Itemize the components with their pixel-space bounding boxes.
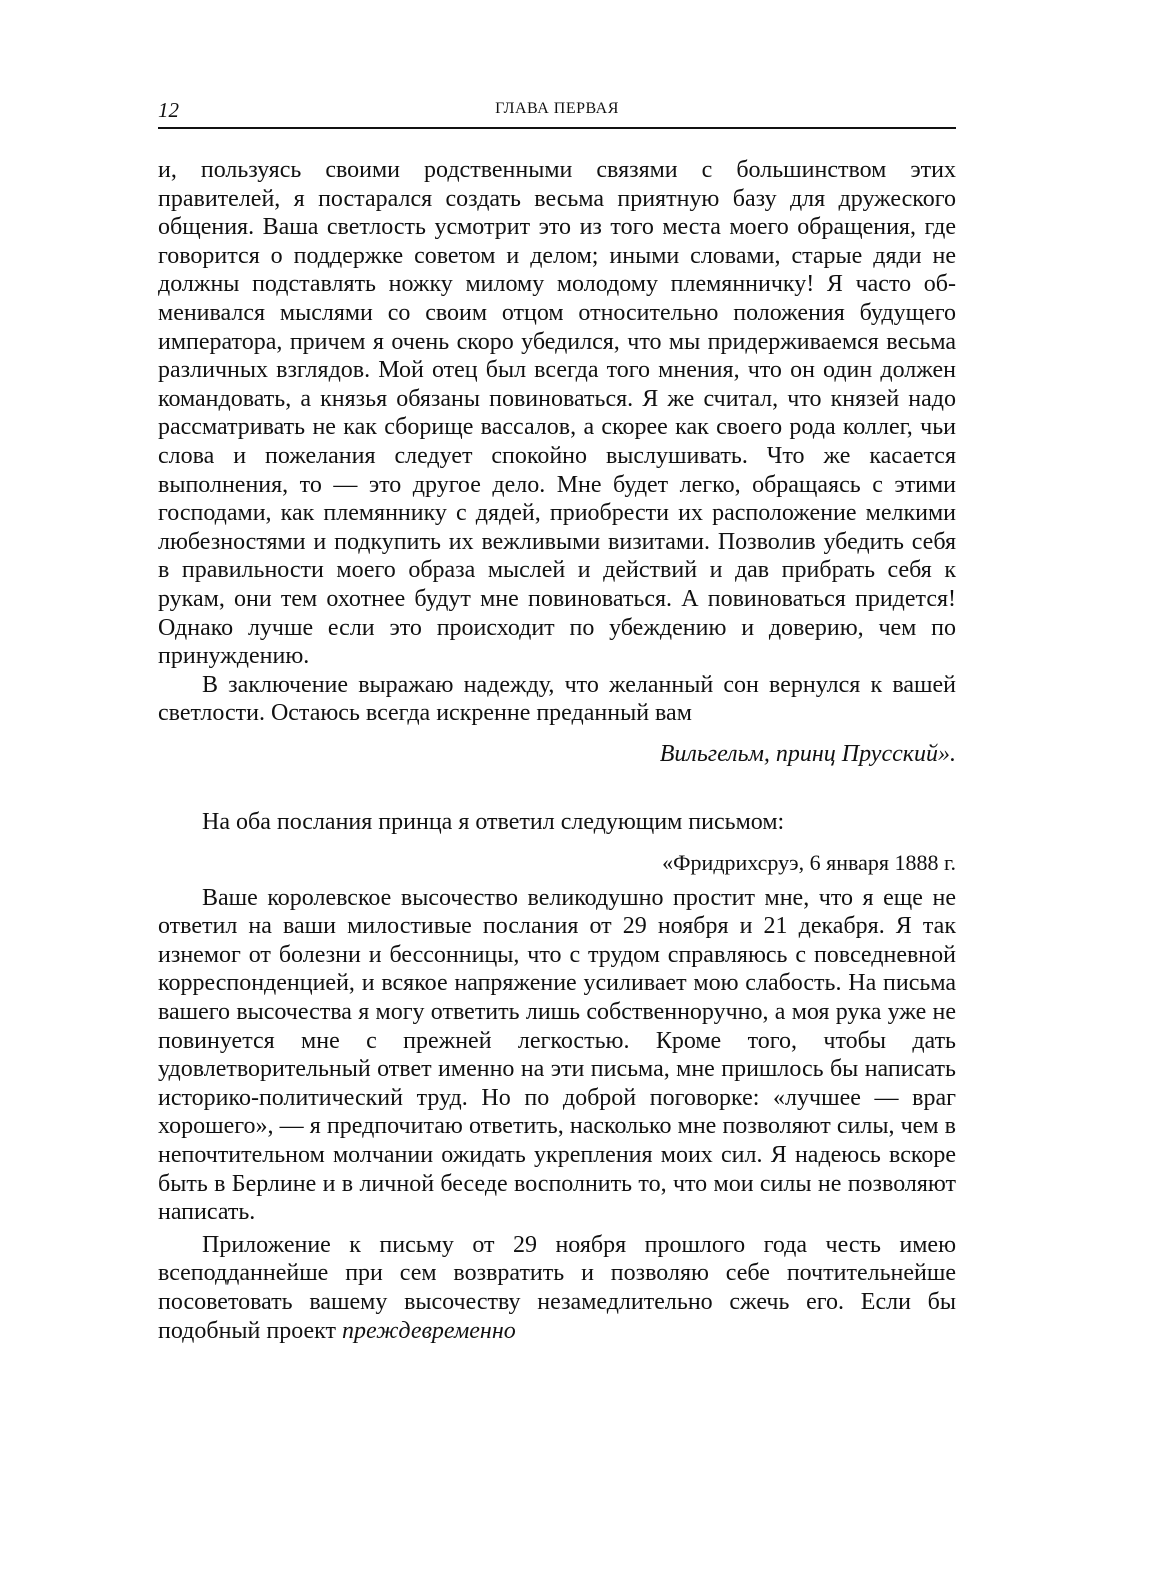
intro-line: На оба послания принца я ответил следующим письмом: — [202, 809, 785, 836]
reply-paragraph-2 — [158, 1231, 956, 1345]
prince-letter-paragraph-1: и, пользуясь своими родственными связями с большинством этих правителей, я постарался создать весьма приятную базу для дружеского общения. Ваша светлость усмотрит это из того места моего обращения, где говорится о поддержке советом и делом; иными словами, старые дяди не должны подставлять ножку милому молодому племянничку! Я часто обменивался мыслями со своим отцом относительно положения будущего императора, причем я очень скоро убедился, что мы придерживаемся весьма различных взглядов. Мой отец был всегда того мнения, что он один должен командовать, а князья обязаны повиноваться. Я же считал, что князей надо рассматривать не как сборище вассалов, а скорее как своего рода коллег, чьи слова и пожелания следует спокойно выслушивать. Что же касается выполнения, то — это другое дело. Мне будет легко, обращаясь с этими господами, как племяннику с дядей, приобрести их расположение мелкими любезностями и подкупить их вежливыми визитами. Позволив убедить себя в правильности моего образа мыслей и действий и дав прибрать себя к рукам, они тем охотнее будут мне повиноваться. А повиноваться придется! Однако лучше если это происходит по убеждению и доверию, чем по принуждению. — [158, 157, 956, 670]
running-head — [158, 96, 956, 126]
prince-letter-paragraph-2: В заключение выражаю надежду, что желанный сон вернулся к вашей светлости. Остаюсь всегда искренне преданный вам — [158, 671, 956, 727]
reply-paragraph-2-emphasis: преждевременно — [342, 1317, 516, 1344]
page-number: 12 — [158, 98, 179, 122]
reply-paragraph-2-text: Приложение к письму от 29 ноября прошлого года честь имею всеподданнейше при сем возвратить и позволяю себе почтительнейше посоветовать вашему высочеству незамедлительно сжечь его. Если бы подобный проект — [158, 1231, 956, 1344]
header-rule — [158, 127, 956, 129]
reply-dateline: «Фридрихсруэ, 6 января 1888 г. — [662, 850, 956, 876]
reply-paragraph-1: Ваше королевское высочество великодушно простит мне, что я еще не ответил на ваши милостивые послания от 29 ноября и 21 декабря. Я так изнемог от болезни и бессонницы, что с трудом справляюсь с повседневной корреспонденцией, и всякое напряжение усиливает мою слабость. На письма вашего высочества я могу ответить лишь собственноручно, а моя рука уже не повинуется мне с прежней легкостью. Кроме того, чтобы дать удовлетворительный ответ именно на эти письма, мне пришлось бы написать историко-политический труд. Но по доброй поговорке: «лучшее — враг хорошего», — я предпочитаю ответить, насколько мне позволяют силы, чем в непочтительном молчании ожидать укрепления моих сил. Я надеюсь вскоре быть в Берлине и в личной беседе восполнить то, что мои силы не позволяют написать. — [158, 884, 956, 1226]
chapter-title: ГЛАВА ПЕРВАЯ — [495, 100, 619, 117]
page-body — [158, 156, 956, 1345]
prince-signature: Вильгельм, принц Прусский». — [659, 740, 956, 767]
